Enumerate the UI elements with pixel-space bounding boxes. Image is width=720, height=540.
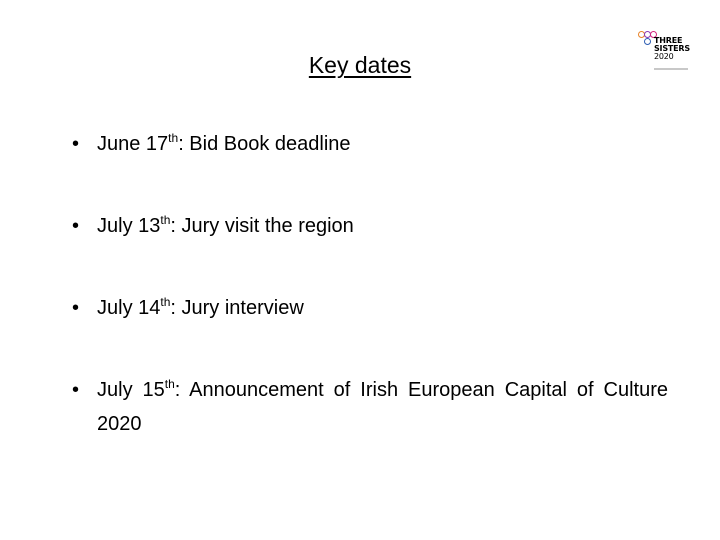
bullet-icon: • [72, 297, 80, 319]
logo-text: THREE SISTERS 2020 [654, 36, 690, 61]
list-item: • July 14th: Jury interview [72, 291, 668, 325]
key-dates-list [72, 127, 668, 441]
logo-tagline [654, 68, 688, 70]
list-item: • June 17th: Bid Book deadline [72, 127, 668, 161]
list-item: • July 13th: Jury visit the region [72, 209, 668, 243]
list-item: • July 15th: Announcement of Irish European Capital of Culture 2020 [72, 373, 668, 441]
slide-title: Key dates [308, 52, 412, 78]
bullet-icon: • [72, 215, 80, 237]
three-sisters-logo [636, 26, 692, 74]
bullet-icon: • [72, 379, 80, 401]
bullet-icon: • [72, 133, 80, 155]
